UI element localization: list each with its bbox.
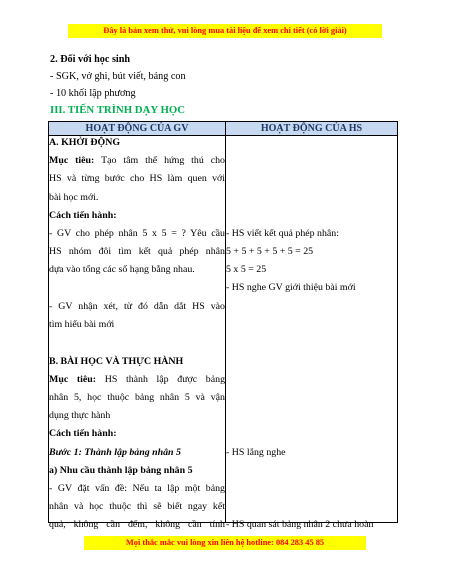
student-activity: 5 x 5 = 25: [226, 264, 267, 275]
lesson-plan-table: [48, 121, 398, 530]
student-item-1: - SGK, vở ghi, bút viết, bảng con: [50, 71, 186, 82]
preview-banner: Đây là bản xem thử, vui lòng mua tài liệu để xem chi tiết (có lời giải): [68, 24, 382, 38]
goal-text: Tạo tâm thế hứng thú cho: [101, 155, 225, 166]
hotline-footer: Mọi thắc mắc vui lòng xin liên hệ hotline: 084 283 45 85: [84, 536, 366, 550]
text-line: dụng thực hành: [49, 410, 111, 421]
student-item-2: - 10 khối lập phương: [50, 88, 136, 99]
goal-label: Mục tiêu:: [49, 374, 97, 385]
header-student: HOẠT ĐỘNG CỦA HS: [226, 122, 398, 136]
text-line: - GV đặt vấn đề: Nếu ta lập một bảng: [49, 483, 225, 494]
section-title: III. TIẾN TRÌNH DẠY HỌC: [50, 104, 186, 116]
text-line: - GV nhận xét, từ đó dẫn dắt HS vào: [49, 301, 225, 312]
text-line: dựa vào tổng các số hạng bằng nhau.: [49, 264, 195, 275]
text-line: quả, không cần đếm, không cần tính: [49, 519, 225, 530]
method-label: Cách tiến hành:: [49, 210, 117, 221]
text-line: tìm hiểu bài mới: [49, 319, 115, 330]
text-line: nhân 5, học thuộc bảng nhân 5 và vận: [49, 392, 225, 403]
student-activity: - HS nghe GV giới thiệu bài mới: [226, 282, 356, 293]
student-activity: - HS viết kết quả phép nhân:: [226, 228, 339, 239]
student-column: [226, 136, 398, 530]
goal-text: HS thành lập được bảng: [104, 374, 226, 385]
student-activity: 5 + 5 + 5 + 5 + 5 = 25: [226, 246, 314, 257]
text-line: HS và từng bước cho HS làm quen với: [49, 173, 225, 184]
text-line: bài học mới.: [49, 192, 99, 203]
text-line: HS nhóm đôi tìm kết quả phép nhân: [49, 246, 225, 257]
students-heading: 2. Đối với học sinh: [50, 54, 131, 65]
header-teacher: HOẠT ĐỘNG CỦA GV: [49, 122, 226, 136]
section-a-title: A. KHỞI ĐỘNG: [49, 137, 121, 148]
section-a-goal: [49, 155, 225, 167]
text-line: nhân và học thuộc thì sẽ biết ngay kết: [49, 501, 225, 512]
table-row: [49, 136, 398, 523]
section-b-goal: [49, 374, 225, 386]
student-activity: - HS quan sát bảng nhân 2 chưa hoàn: [226, 519, 374, 530]
step-title: Bước 1: Thành lập bảng nhân 5: [49, 447, 181, 458]
student-activity: - HS lắng nghe: [226, 447, 286, 458]
table-header-row: [49, 122, 398, 136]
method-label: Cách tiến hành:: [49, 428, 117, 439]
teacher-column: [49, 136, 226, 530]
goal-label: Mục tiêu:: [49, 155, 95, 166]
text-line: - GV cho phép nhân 5 x 5 = ? Yêu cầu: [49, 228, 225, 239]
subsection-title: a) Nhu cầu thành lập bảng nhân 5: [49, 465, 193, 476]
section-b-title: B. BÀI HỌC VÀ THỰC HÀNH: [49, 356, 184, 367]
